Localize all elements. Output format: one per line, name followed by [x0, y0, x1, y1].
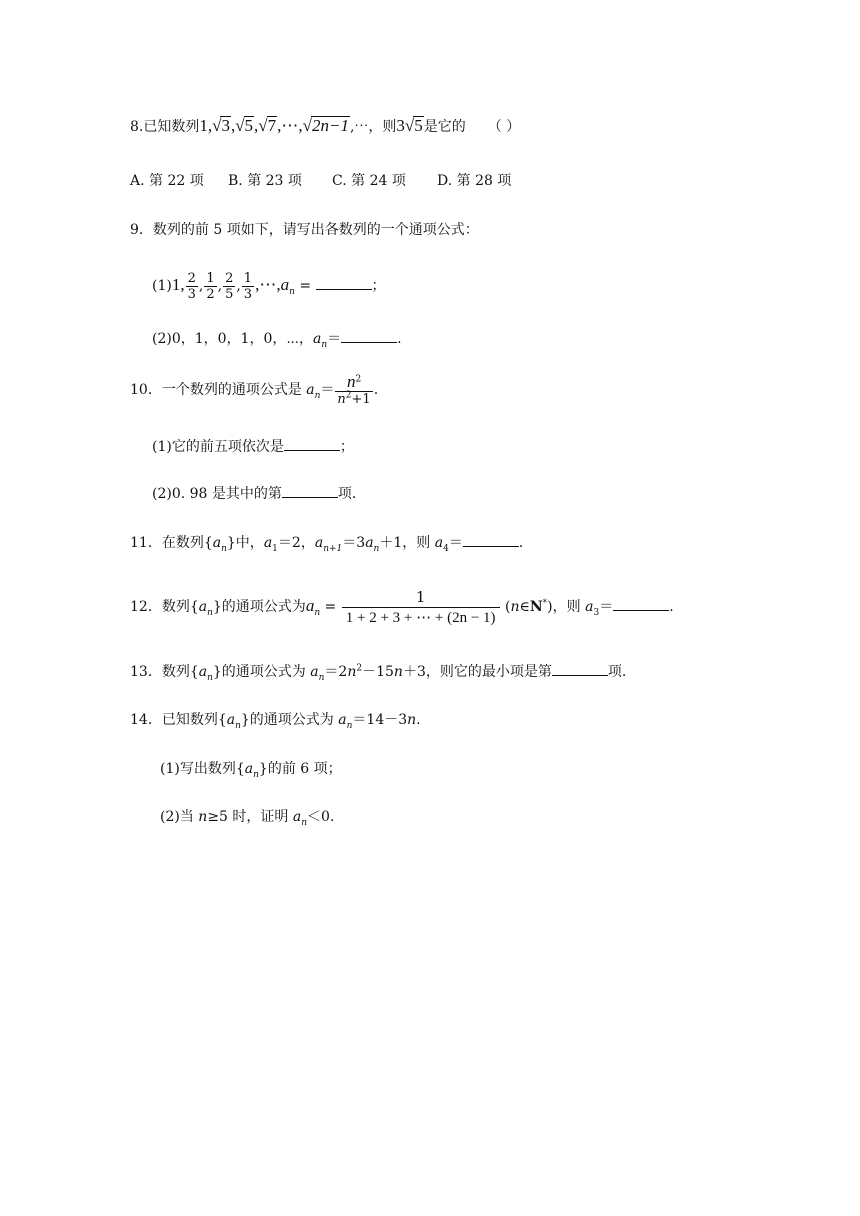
var-a: a — [292, 809, 302, 825]
var-a: a — [280, 275, 290, 294]
seq-dots: ,⋯, — [277, 116, 303, 135]
punct: . — [518, 535, 524, 551]
radicand: 7 — [267, 116, 277, 135]
answer-blank[interactable] — [552, 661, 608, 676]
numerator: 1 — [243, 270, 253, 286]
sqrt-icon: √ — [258, 116, 268, 135]
sqrt-icon: √ — [212, 116, 222, 135]
part-text: (1)写出数列{ — [160, 761, 245, 777]
denominator — [335, 391, 372, 407]
stem-text: ( — [500, 599, 511, 615]
punct: ； — [339, 439, 354, 455]
var-a: a — [312, 331, 322, 347]
q10-part2 — [152, 483, 356, 504]
sqrt-icon: √ — [404, 116, 415, 135]
var-n: n — [407, 712, 417, 728]
part-text: ＜0. — [307, 809, 335, 825]
var-a: a — [306, 382, 315, 398]
stem-text: ＝14－3 — [352, 712, 408, 728]
q9-stem: 9．数列的前 5 项如下，请写出各数列的一个通项公式： — [130, 222, 479, 238]
radicand: 3 — [221, 116, 230, 135]
var-a: a — [314, 535, 324, 551]
var-a: a — [212, 535, 222, 551]
var-a: a — [434, 535, 444, 551]
q8-prefix: 8.已知数列 — [130, 119, 200, 135]
q12-stem — [130, 582, 674, 631]
var-n: n — [198, 809, 208, 825]
q8-suffix: 是它的 — [423, 119, 466, 135]
var-a: a — [263, 535, 273, 551]
denominator: 1 + 2 + 3 + ⋯ + (2n − 1) — [342, 607, 500, 628]
var-n: n — [510, 599, 520, 615]
stem-text: ∈ — [519, 599, 530, 615]
subscript: 3 — [593, 607, 600, 618]
var-a: a — [226, 712, 236, 728]
stem-text: }的通项公式为 — [212, 599, 306, 615]
sqrt-icon: √ — [302, 116, 312, 135]
subscript: n — [314, 607, 321, 618]
q10-stem — [130, 370, 378, 410]
part-text: }的前 6 项； — [258, 761, 342, 777]
den-tail: +1 — [351, 391, 371, 407]
coefficient: 3 — [396, 116, 405, 135]
subscript: 1 — [272, 543, 278, 554]
q14-stem — [130, 710, 421, 730]
stem-text: 14．已知数列{ — [130, 712, 227, 728]
superscript: * — [542, 598, 548, 609]
option-b: B. 第 23 项 — [228, 173, 302, 189]
answer-blank[interactable] — [282, 483, 338, 498]
part-text: ≥5 时，证明 — [207, 809, 293, 825]
var-a: a — [305, 596, 315, 615]
stem-text: }的通项公式为 — [240, 712, 339, 728]
equals: ＝ — [448, 535, 463, 551]
seq-term: 1, — [171, 275, 185, 294]
q8-then: 则 — [382, 119, 397, 135]
fraction — [204, 271, 216, 302]
var-n: n — [393, 664, 403, 680]
punct: 项. — [337, 486, 357, 502]
answer-parentheses: （ ） — [487, 119, 521, 135]
numerator: 1 — [206, 270, 215, 286]
sqrt-icon: √ — [235, 116, 245, 135]
subscript: n — [321, 339, 328, 350]
stem-text: ＋3，则它的最小项是第 — [402, 664, 552, 680]
subscript: 4 — [443, 543, 449, 554]
q11-stem — [130, 532, 523, 553]
subscript: n — [221, 543, 227, 554]
part-label: (1) — [152, 278, 172, 294]
stem-text: }的通项公式为 — [212, 664, 311, 680]
var-a: a — [338, 712, 347, 728]
seq-dots: ,⋯, — [255, 275, 281, 294]
subscript: n+1 — [323, 543, 343, 554]
numerator: 2 — [187, 270, 196, 286]
seq-end: ,⋯， — [349, 119, 383, 135]
part-text: (2)0. 98 是其中的第 — [152, 486, 282, 502]
equals: ＝ — [599, 599, 614, 615]
punct: . — [416, 712, 421, 728]
denominator: 2 — [206, 286, 215, 302]
stem-text: ＝3 — [342, 535, 366, 551]
fraction — [242, 271, 254, 302]
q8-sequence: 1,√3,√5,√7,⋯,√2n−1 — [199, 116, 349, 135]
subscript: n — [314, 390, 321, 401]
stem-text: 13．数列{ — [130, 664, 199, 680]
stem-text: 11．在数列{ — [130, 535, 213, 551]
option-d: D. 第 28 项 — [437, 173, 512, 189]
stem-text: )，则 — [547, 599, 586, 615]
var-a: a — [244, 761, 254, 777]
stem-text: 12．数列{ — [130, 599, 199, 615]
q8-target — [396, 116, 423, 135]
fraction — [335, 371, 372, 407]
var-a: a — [310, 664, 319, 680]
q10-part1 — [152, 436, 354, 457]
stem-text: ＝2， — [277, 535, 315, 551]
punct: . — [669, 599, 674, 615]
stem-text: ＋1，则 — [379, 535, 435, 551]
stem-text: 10．一个数列的通项公式是 — [130, 382, 307, 398]
stem-text: }中， — [226, 535, 264, 551]
naturals-set: N — [529, 599, 543, 615]
numerator — [345, 371, 363, 391]
numerator: 2 — [225, 270, 234, 286]
fraction — [223, 271, 235, 302]
answer-blank[interactable] — [341, 328, 397, 343]
equals: = — [294, 278, 316, 294]
q8-stem — [130, 116, 520, 137]
fraction — [186, 271, 198, 302]
var-a: a — [198, 664, 208, 680]
answer-blank[interactable] — [316, 275, 372, 290]
punct: . — [397, 331, 402, 347]
q13-stem — [130, 661, 626, 682]
q9-part1: (1)1, $\frac{2}{3}$ , $\frac{1}{2}$ , $\frac{2}{5}$ , $\frac{1}{3}$ $,\cdots,a_n$ = ； — [152, 270, 386, 302]
superscript: 2 — [355, 374, 362, 385]
punct: . — [373, 382, 379, 398]
superscript: 2 — [345, 390, 352, 401]
option-c: C. 第 24 项 — [332, 173, 406, 189]
var-n: n — [347, 664, 357, 680]
var-n: n — [346, 371, 356, 391]
var-a: a — [365, 535, 374, 551]
subscript: n — [289, 286, 295, 297]
subscript: n — [207, 672, 213, 683]
radicand: 5 — [414, 116, 423, 135]
var-a: a — [198, 599, 208, 615]
equals: ＝ — [327, 331, 342, 347]
q8-options — [130, 171, 511, 191]
stem-text: －15 — [362, 664, 394, 680]
subscript: n — [301, 817, 308, 828]
radicand: 5 — [244, 116, 254, 135]
part-text: (1)它的前五项依次是 — [152, 439, 284, 455]
punct: ； — [371, 278, 386, 294]
seq-term: 1, — [199, 116, 213, 135]
answer-blank[interactable] — [284, 436, 340, 451]
subscript: n — [346, 720, 353, 731]
q9-part2 — [152, 328, 402, 349]
denominator: 3 — [243, 286, 253, 302]
stem-text: ＝2 — [324, 664, 348, 680]
numerator: 1 — [415, 587, 426, 606]
var-n: n — [337, 391, 346, 407]
part-text: (2)当 — [160, 809, 199, 825]
answer-blank[interactable] — [613, 596, 669, 611]
equals: ＝ — [320, 382, 335, 398]
radicand: 2n−1 — [311, 116, 349, 135]
subscript: n — [318, 672, 325, 683]
stem-text: 项. — [607, 664, 627, 680]
var-a: a — [585, 599, 594, 615]
subscript: n — [373, 543, 380, 554]
denominator: 5 — [225, 286, 234, 302]
answer-blank[interactable] — [463, 532, 519, 547]
subscript: n — [253, 769, 259, 780]
denominator: 3 — [187, 286, 196, 302]
equals: = — [320, 599, 341, 615]
option-a: A. 第 22 项 — [130, 173, 204, 189]
fraction — [342, 587, 500, 628]
q14-part2 — [160, 807, 334, 827]
part-text: (2)0，1，0，1，0，⋯， — [152, 331, 313, 347]
subscript: n — [207, 607, 213, 618]
q14-part1 — [160, 759, 342, 779]
superscript: 2 — [356, 663, 363, 674]
subscript: n — [235, 720, 241, 731]
